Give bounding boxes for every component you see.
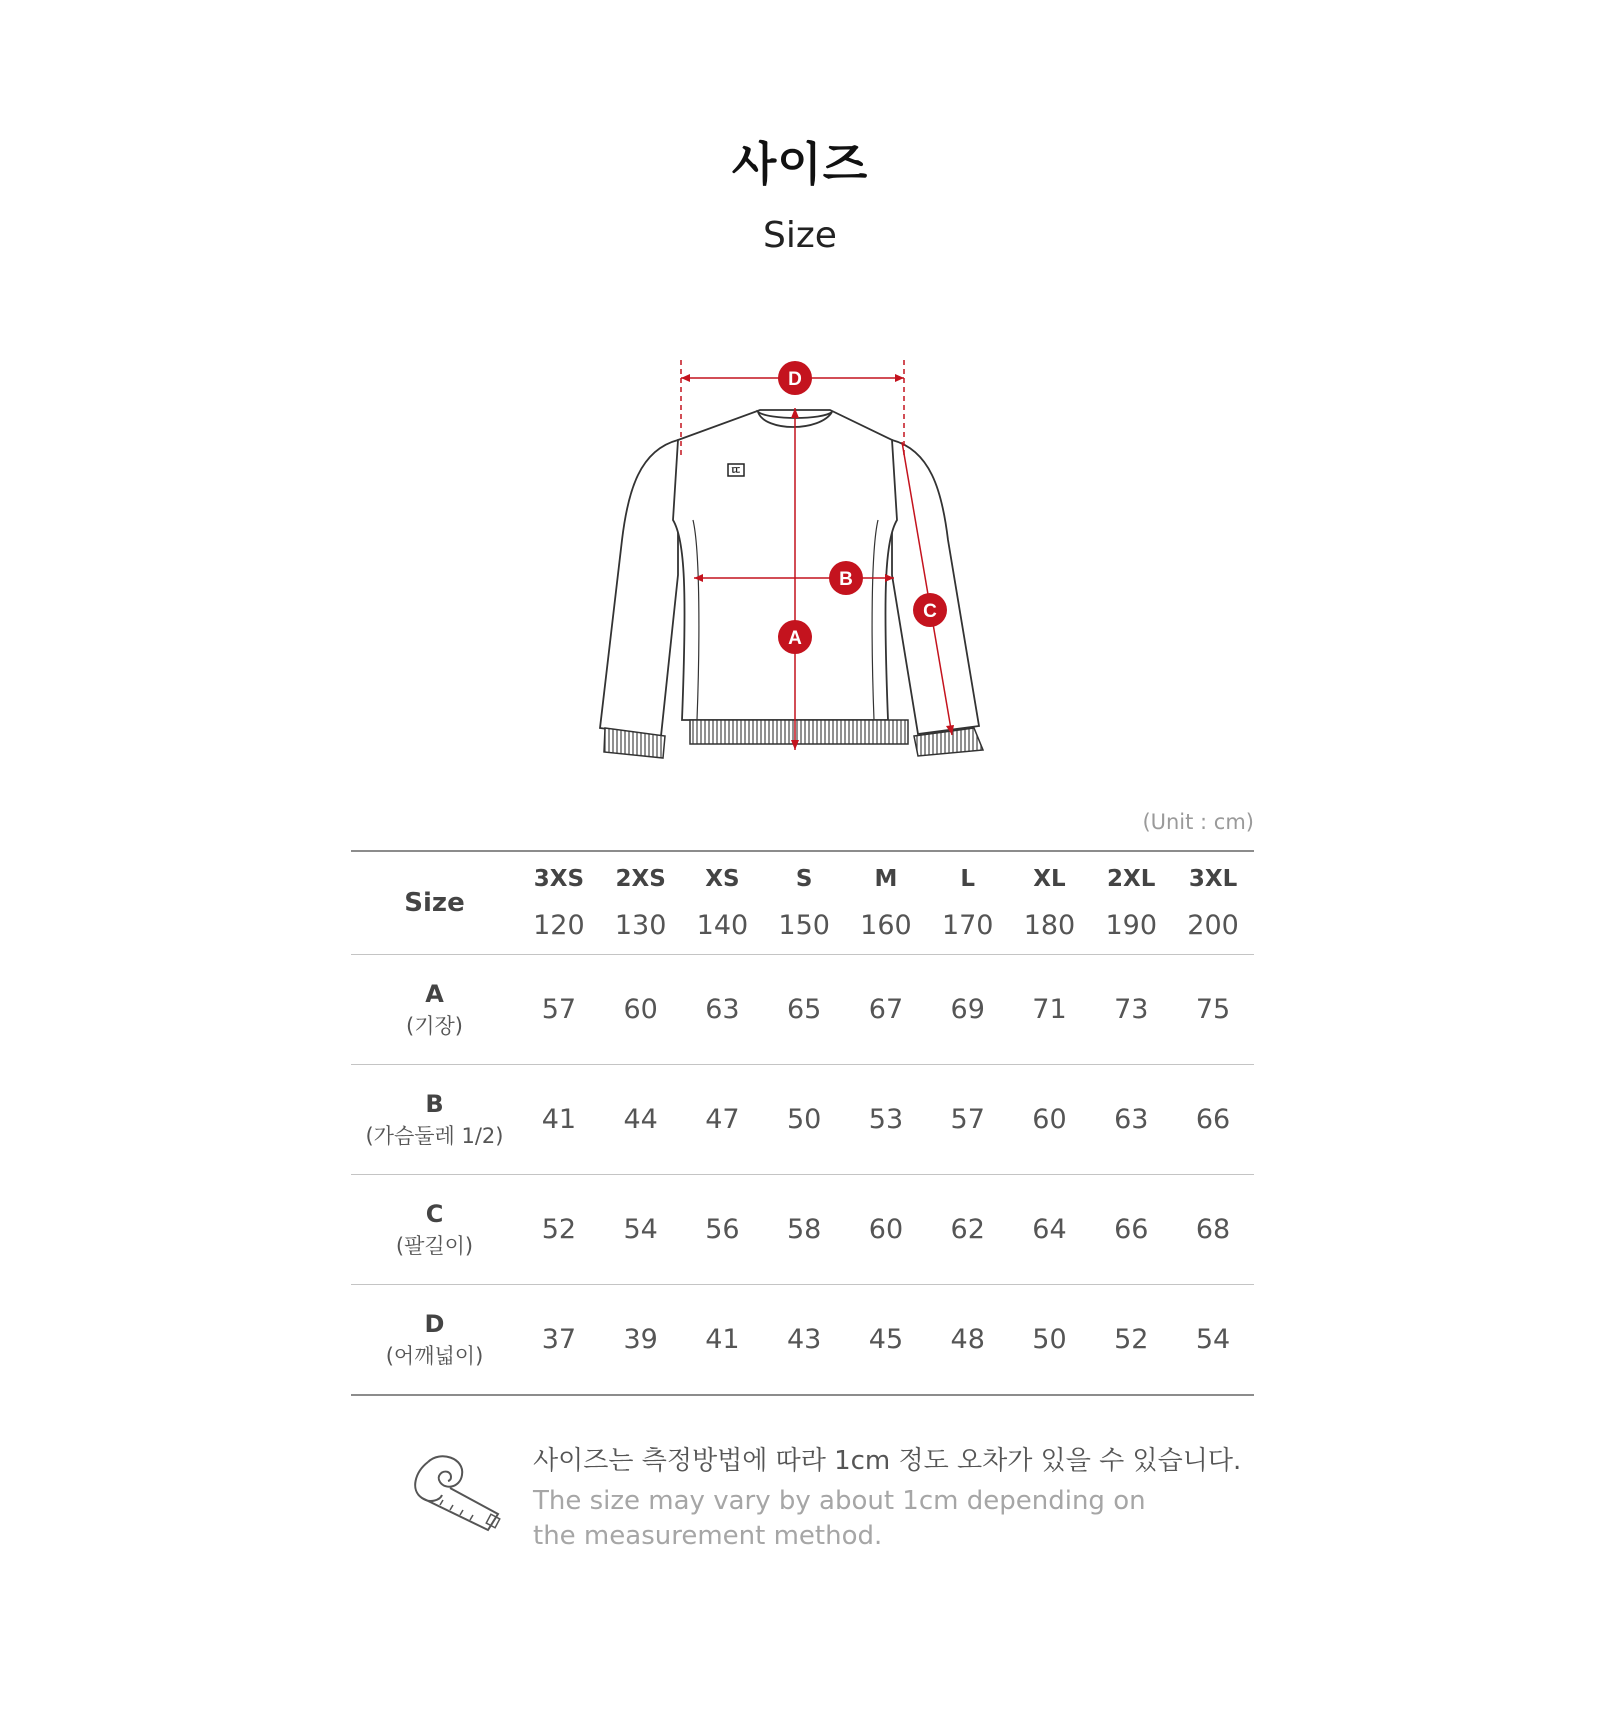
size-table (351, 850, 1254, 1396)
size-header: Size (404, 888, 465, 918)
table-cell: 52 (1090, 1285, 1172, 1396)
table-cell: 68 (1172, 1175, 1254, 1285)
table-cell: 54 (1172, 1285, 1254, 1396)
svg-text:A: A (788, 628, 802, 649)
table-cell: 64 (1009, 1175, 1091, 1285)
size-header-cell: 3XL 200 (1187, 865, 1239, 941)
table-row (351, 1285, 1254, 1396)
table-cell: 66 (1172, 1065, 1254, 1175)
table-cell: 69 (927, 955, 1009, 1065)
table-cell: 52 (518, 1175, 600, 1285)
unit-label: (Unit : cm) (1142, 810, 1254, 834)
page-title: 사이즈 (731, 137, 869, 191)
row-label: C (팔길이) (351, 1175, 518, 1285)
table-cell: 75 (1172, 955, 1254, 1065)
table-cell: 57 (927, 1065, 1009, 1175)
marker-b (829, 561, 863, 595)
size-header-cell: 3XS 120 (533, 865, 585, 941)
marker-d (778, 361, 812, 395)
table-cell: 67 (845, 955, 927, 1065)
table-cell: 62 (927, 1175, 1009, 1285)
note-english: The size may vary by about 1cm depending on the measurement method. (533, 1486, 1146, 1551)
table-row (351, 955, 1254, 1065)
table-row (351, 1065, 1254, 1175)
table-cell: 44 (600, 1065, 682, 1175)
table-cell: 53 (845, 1065, 927, 1175)
table-cell: 37 (518, 1285, 600, 1396)
svg-text:B: B (839, 569, 853, 590)
table-cell: 39 (600, 1285, 682, 1396)
table-cell: 71 (1009, 955, 1091, 1065)
size-header-cell: 2XS 130 (614, 865, 667, 941)
table-cell: 60 (1009, 1065, 1091, 1175)
table-cell: 57 (518, 955, 600, 1065)
row-label: A (기장) (351, 955, 518, 1065)
size-header-cell: M 160 (860, 865, 912, 941)
table-cell: 47 (682, 1065, 764, 1175)
table-cell: 66 (1090, 1175, 1172, 1285)
size-header-cell: XL 180 (1023, 865, 1076, 941)
size-header-cell: 2XL 190 (1105, 865, 1158, 941)
sweatshirt-diagram (560, 340, 1010, 800)
row-label: B (가슴둘레 1/2) (351, 1065, 518, 1175)
table-cell: 41 (518, 1065, 600, 1175)
size-header-row (351, 851, 1254, 955)
table-row (351, 1175, 1254, 1285)
table-cell: 63 (682, 955, 764, 1065)
svg-text:D: D (788, 369, 802, 390)
table-cell: 56 (682, 1175, 764, 1285)
table-cell: 58 (763, 1175, 845, 1285)
table-cell: 48 (927, 1285, 1009, 1396)
table-cell: 45 (845, 1285, 927, 1396)
table-cell: 54 (600, 1175, 682, 1285)
body (673, 410, 897, 720)
table-cell: 65 (763, 955, 845, 1065)
table-cell: 50 (763, 1065, 845, 1175)
table-cell: 41 (682, 1285, 764, 1396)
size-header-cell: L 170 (941, 865, 994, 941)
table-cell: 50 (1009, 1285, 1091, 1396)
svg-text:C: C (923, 601, 937, 622)
left-sleeve (600, 440, 678, 736)
table-cell: 73 (1090, 955, 1172, 1065)
table-cell: 60 (600, 955, 682, 1065)
size-header-cell: XS 140 (696, 865, 749, 941)
right-sleeve (892, 440, 979, 734)
table-cell: 63 (1090, 1065, 1172, 1175)
tape-measure-icon (410, 1450, 510, 1540)
size-header-cell: S 150 (778, 865, 830, 941)
brand-logo-icon: ㄸ (730, 464, 742, 477)
table-cell: 60 (845, 1175, 927, 1285)
row-label: D (어깨넓이) (351, 1285, 518, 1396)
marker-a (778, 620, 812, 654)
marker-c (913, 593, 947, 627)
waistband (690, 720, 908, 744)
table-cell: 43 (763, 1285, 845, 1396)
note-korean: 사이즈는 측정방법에 따라 1cm 정도 오차가 있을 수 있습니다. (533, 1446, 1242, 1476)
page-subtitle: Size (763, 215, 837, 256)
